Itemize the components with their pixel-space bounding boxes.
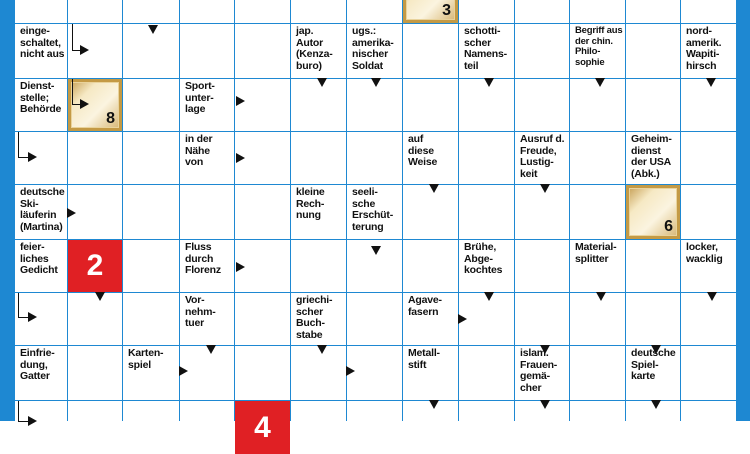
answer-cell[interactable] — [68, 401, 122, 454]
answer-cell[interactable] — [68, 185, 122, 239]
clue-cell — [15, 0, 67, 23]
clue-cell: schotti- scher Namens- teil — [459, 24, 514, 78]
clue-cell: kleine Rech- nung — [291, 185, 346, 239]
answer-cell[interactable] — [403, 185, 458, 239]
answer-cell[interactable] — [347, 132, 402, 184]
right-arrow-icon — [67, 208, 76, 218]
clue-cell: in der Nähe von — [180, 132, 234, 184]
clue-cell: jap. Autor (Kenza- buro) — [291, 24, 346, 78]
clue-cell — [459, 0, 514, 23]
clue-cell: Material- splitter — [570, 240, 625, 292]
clue-cell: Dienst- stelle; Behörde — [15, 79, 67, 131]
answer-cell[interactable] — [15, 293, 67, 345]
answer-cell[interactable] — [403, 240, 458, 292]
down-arrow-icon — [95, 292, 105, 301]
answer-cell[interactable] — [235, 0, 290, 23]
solution-number-cell[interactable] — [626, 185, 680, 239]
answer-cell[interactable] — [347, 346, 402, 400]
down-arrow-icon — [371, 78, 381, 87]
clue-cell: deutsche Ski- läuferin (Martina) — [15, 185, 67, 239]
clue-cell: Vor- nehm- tuer — [180, 293, 234, 345]
answer-cell[interactable] — [123, 132, 179, 184]
answer-cell[interactable] — [459, 401, 514, 454]
clue-cell: Ausruf d. Freude, Lustig- keit — [515, 132, 569, 184]
right-arrow-icon — [346, 366, 355, 376]
clue-cell: deutsche Spiel- karte — [626, 346, 680, 400]
answer-cell[interactable] — [459, 132, 514, 184]
answer-cell[interactable] — [123, 185, 179, 239]
answer-cell[interactable] — [626, 79, 680, 131]
down-arrow-icon — [484, 292, 494, 301]
answer-cell[interactable] — [515, 24, 569, 78]
clue-cell: Agave- fasern — [403, 293, 458, 345]
answer-cell[interactable] — [626, 0, 680, 23]
down-arrow-icon — [651, 345, 661, 354]
down-arrow-icon — [706, 78, 716, 87]
answer-cell[interactable] — [347, 401, 402, 454]
right-arrow-icon — [28, 416, 37, 426]
solution-number: 8 — [106, 110, 115, 127]
answer-cell[interactable] — [68, 0, 122, 23]
answer-cell[interactable] — [681, 132, 736, 184]
answer-cell[interactable] — [123, 79, 179, 131]
answer-cell[interactable] — [235, 185, 290, 239]
down-arrow-icon — [651, 400, 661, 409]
answer-cell[interactable] — [570, 132, 625, 184]
right-arrow-icon — [28, 152, 37, 162]
right-arrow-icon — [236, 262, 245, 272]
answer-cell[interactable] — [123, 401, 179, 454]
down-arrow-icon — [371, 246, 381, 255]
right-arrow-icon — [458, 314, 467, 324]
answer-cell[interactable] — [68, 24, 122, 78]
answer-cell[interactable] — [515, 240, 569, 292]
answer-cell[interactable] — [515, 0, 569, 23]
answer-cell[interactable] — [123, 293, 179, 345]
answer-cell[interactable] — [68, 132, 122, 184]
answer-cell[interactable] — [291, 346, 346, 400]
down-arrow-icon — [707, 292, 717, 301]
clue-cell: Begriff aus der chin. Philo- sophie — [570, 24, 625, 78]
answer-cell[interactable] — [180, 185, 234, 239]
answer-cell[interactable] — [291, 240, 346, 292]
clue-cell — [180, 0, 234, 23]
down-arrow-icon — [540, 345, 550, 354]
answer-cell[interactable] — [180, 346, 234, 400]
answer-cell[interactable] — [459, 185, 514, 239]
clue-cell: feier- liches Gedicht — [15, 240, 67, 292]
answer-cell[interactable] — [570, 185, 625, 239]
clue-cell: ugs.: amerika- nischer Soldat — [347, 24, 402, 78]
answer-cell[interactable] — [570, 401, 625, 454]
answer-cell[interactable] — [15, 132, 67, 184]
clue-cell: Brühe, Abge- kochtes — [459, 240, 514, 292]
answer-cell[interactable] — [403, 24, 458, 78]
clue-cell: Fluss durch Florenz — [180, 240, 234, 292]
clue-cell: Einfrie- dung, Gatter — [15, 346, 67, 400]
answer-cell[interactable] — [235, 293, 290, 345]
right-arrow-icon — [80, 45, 89, 55]
solution-number: 2 — [86, 249, 104, 282]
solution-number-cell[interactable] — [68, 79, 122, 131]
right-arrow-icon — [28, 312, 37, 322]
down-arrow-icon — [317, 345, 327, 354]
clue-cell: Metall- stift — [403, 346, 458, 400]
answer-cell[interactable] — [347, 0, 402, 23]
clue-cell: nord- amerik. Wapiti- hirsch — [681, 24, 736, 78]
answer-cell[interactable] — [459, 346, 514, 400]
answer-cell[interactable] — [515, 293, 569, 345]
solution-number-cell[interactable] — [68, 240, 122, 292]
clue-cell: locker, wacklig — [681, 240, 736, 292]
down-arrow-icon — [540, 400, 550, 409]
right-arrow-icon — [236, 153, 245, 163]
answer-cell[interactable] — [570, 0, 625, 23]
clue-cell: auf diese Weise — [403, 132, 458, 184]
clue-cell: islam. Frauen- gemä- cher — [515, 346, 569, 400]
down-arrow-icon — [317, 78, 327, 87]
right-arrow-icon — [236, 96, 245, 106]
down-arrow-icon — [484, 78, 494, 87]
answer-cell[interactable] — [515, 79, 569, 131]
answer-cell[interactable] — [681, 401, 736, 454]
answer-cell[interactable] — [123, 240, 179, 292]
answer-cell[interactable] — [570, 346, 625, 400]
down-arrow-icon — [206, 345, 216, 354]
answer-cell[interactable] — [626, 293, 680, 345]
answer-cell[interactable] — [291, 0, 346, 23]
clue-cell: griechi- scher Buch- stabe — [291, 293, 346, 345]
solution-number: 4 — [254, 410, 271, 444]
answer-cell[interactable] — [515, 185, 569, 239]
clue-cell: seeli- sche Erschüt- terung — [347, 185, 402, 239]
answer-cell[interactable] — [347, 293, 402, 345]
answer-cell[interactable] — [68, 346, 122, 400]
clue-cell: Karten- spiel — [123, 346, 179, 400]
down-arrow-icon — [429, 184, 439, 193]
clue-cell: Sport- unter- lage — [180, 79, 234, 131]
answer-cell[interactable] — [15, 401, 67, 454]
answer-cell[interactable] — [180, 401, 234, 454]
solution-number: 3 — [442, 2, 451, 19]
clue-cell: einge- schaltet, nicht aus — [15, 24, 67, 78]
right-arrow-icon — [179, 366, 188, 376]
solution-number: 6 — [664, 218, 673, 235]
answer-cell[interactable] — [291, 401, 346, 454]
answer-cell[interactable] — [235, 24, 290, 78]
solution-number-cell[interactable] — [403, 0, 458, 23]
answer-cell[interactable] — [626, 240, 680, 292]
answer-cell[interactable] — [235, 346, 290, 400]
clue-cell: Geheim- dienst der USA (Abk.) — [626, 132, 680, 184]
right-arrow-icon — [80, 99, 89, 109]
answer-cell[interactable] — [291, 132, 346, 184]
down-arrow-icon — [148, 25, 158, 34]
down-arrow-icon — [596, 292, 606, 301]
answer-cell[interactable] — [180, 24, 234, 78]
down-arrow-icon — [595, 78, 605, 87]
solution-number-cell[interactable] — [235, 401, 290, 454]
answer-cell[interactable] — [403, 79, 458, 131]
answer-cell[interactable] — [626, 24, 680, 78]
down-arrow-icon — [540, 184, 550, 193]
answer-cell[interactable] — [681, 185, 736, 239]
answer-cell[interactable] — [681, 346, 736, 400]
answer-cell[interactable] — [681, 0, 736, 23]
down-arrow-icon — [429, 400, 439, 409]
clue-cell — [123, 0, 179, 23]
